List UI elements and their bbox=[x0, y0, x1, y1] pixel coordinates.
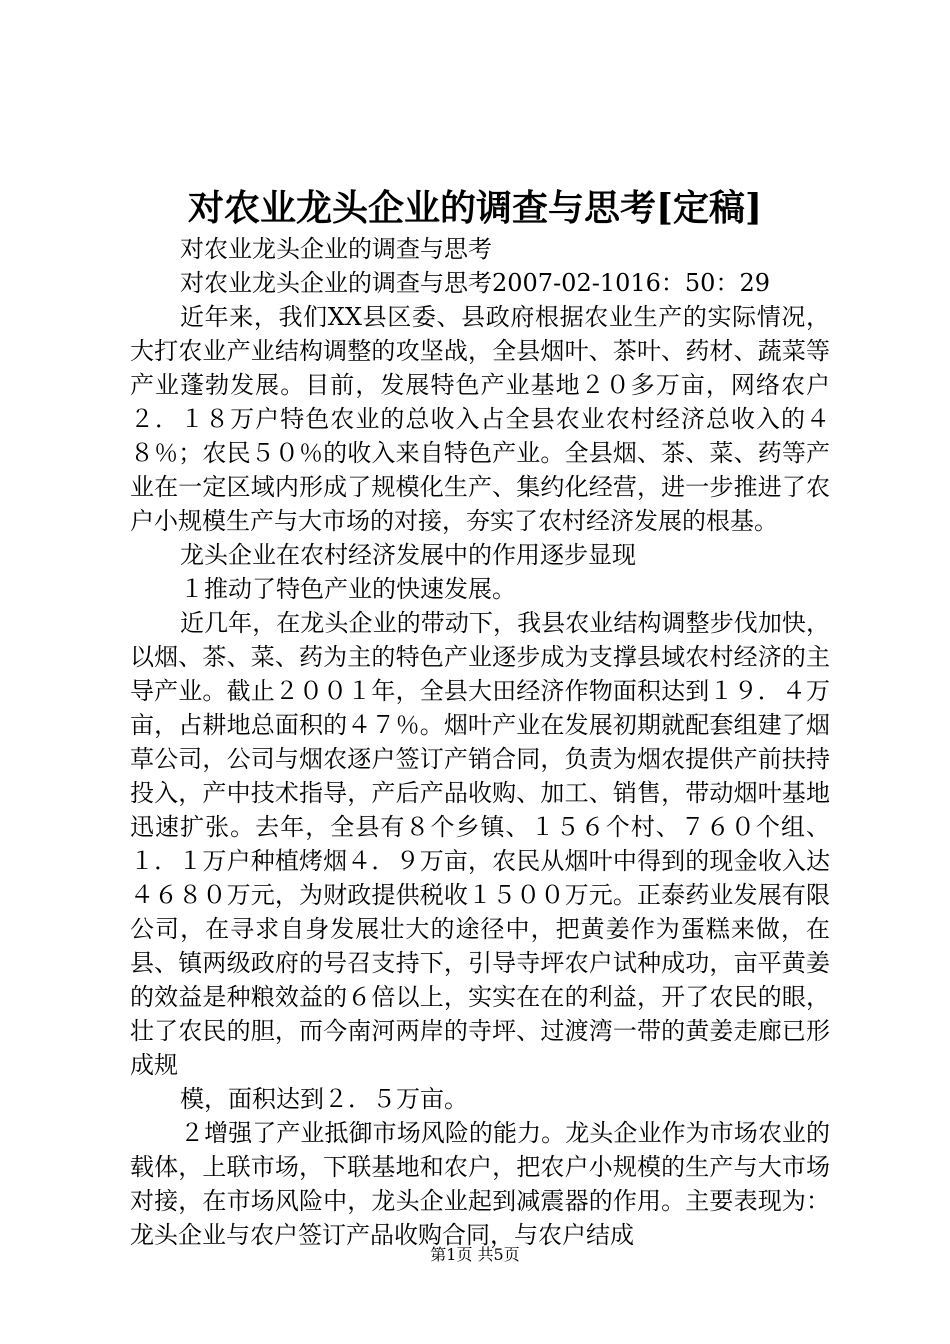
paragraph-point-2: ２增强了产业抵御市场风险的能力。龙头企业作为市场农业的载体，上联市场，下联基地和农户，把农户小规模的生产与大市场对接，在市场风险中，龙头企业起到减震器的作用。主要表现为：龙头企业与农户签订产品收购合同，与农户结成 bbox=[130, 1119, 830, 1249]
page-number: 第1页 共5页 bbox=[430, 1245, 520, 1264]
document-title: 对农业龙头企业的调查与思考[定稿] bbox=[187, 187, 763, 229]
paragraph-subtitle: 对农业龙头企业的调查与思考 bbox=[180, 235, 492, 263]
paragraph-point-1-continuation: 模，面积达到２．５万亩。 bbox=[180, 1085, 468, 1113]
paragraph-point-1-body: 近几年，在龙头企业的带动下，我县农业结构调整步伐加快，以烟、茶、菜、药为主的特色产业逐步成为支撑县域农村经济的主导产业。截止２００１年，全县大田经济作物面积达到１９．４万亩，占耕地总面积的４７％。烟叶产业在发展初期就配套组建了烟草公司，公司与烟农逐户签订产销合同，负责为烟农提供产前扶持投入，产中技术指导，产后产品收购、加工、销售，带动烟叶基地迅速扩张。去年，全县有８个乡镇、１５６个村、７６０个组、１．１万户种植烤烟４．９万亩，农民从烟叶中得到的现金收入达４６８０万元，为财政提供税收１５００万元。正泰药业发展有限公司，在寻求自身发展壮大的途径中，把黄姜作为蛋糕来做，在县、镇两级政府的号召支持下，引导寺坪农户试种成功，亩平黄姜的效益是种粮效益的６倍以上，实实在在的利益，开了农民的眼，壮了农民的胆，而今南河两岸的寺坪、过渡湾一带的黄姜走廊已形成规 bbox=[130, 609, 830, 1079]
paragraph-heading-role: 龙头企业在农村经济发展中的作用逐步显现 bbox=[180, 541, 636, 569]
paragraph-intro: 近年来，我们XX县区委、县政府根据农业生产的实际情况，大打农业产业结构调整的攻坚战，全县烟叶、茶叶、药材、蔬菜等产业蓬勃发展。目前，发展特色产业基地２０多万亩，网络农户２．１８万户特色农业的总收入占全县农业农村经济总收入的４８％；农民５０％的收入来自特色产业。全县烟、茶、菜、药等产业在一定区域内形成了规模化生产、集约化经营，进一步推进了农户小规模生产与大市场的对接，夯实了农村经济发展的根基。 bbox=[130, 303, 830, 535]
document-body bbox=[130, 232, 830, 1252]
paragraph-subtitle-date: 对农业龙头企业的调查与思考2007-02-1016：50：29 bbox=[180, 269, 770, 297]
paragraph-point-1-heading: １推动了特色产业的快速发展。 bbox=[180, 575, 516, 603]
